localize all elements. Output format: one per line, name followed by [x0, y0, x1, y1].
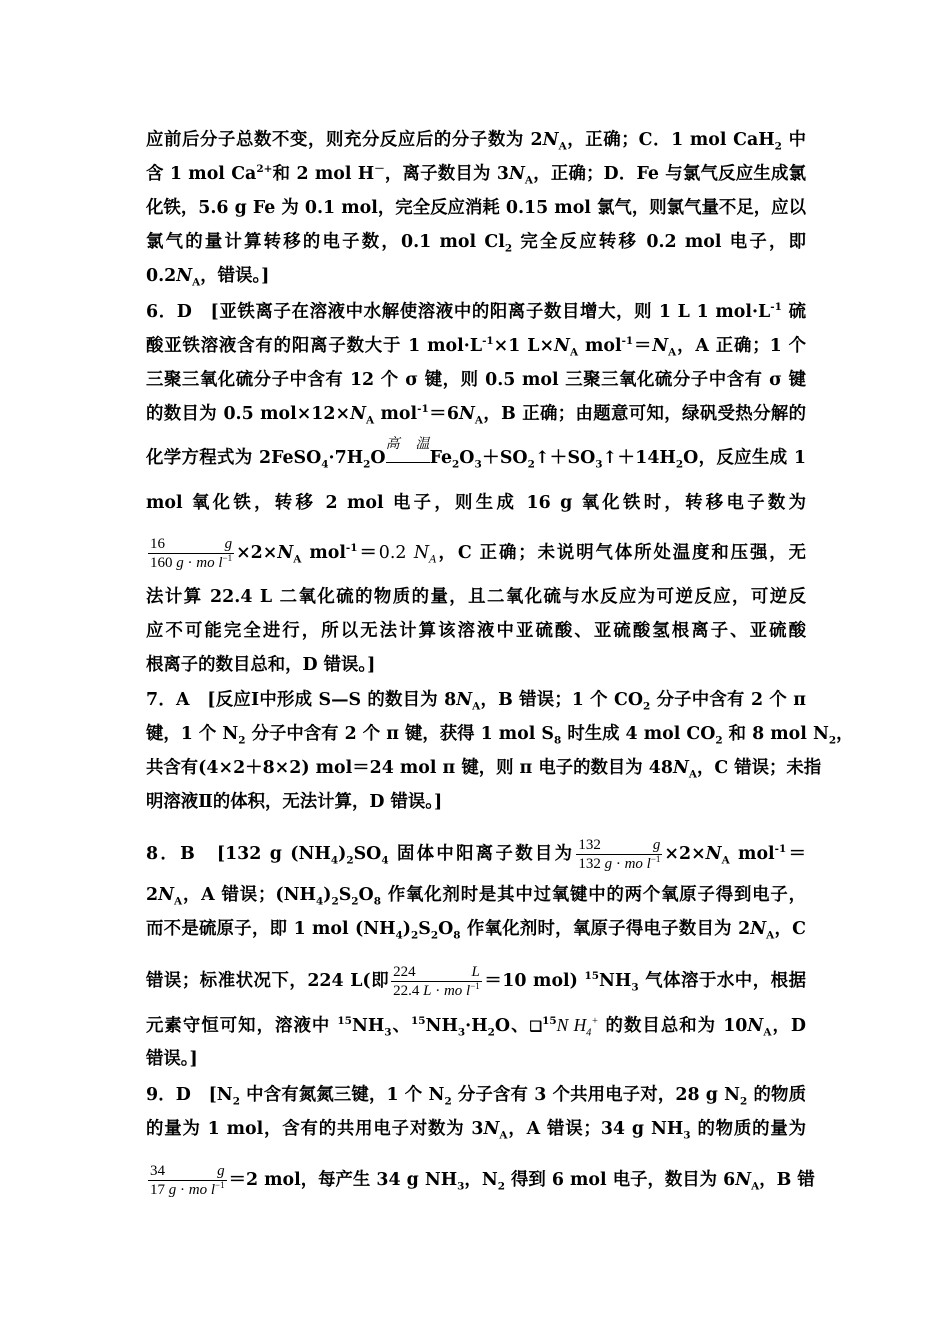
- line-content: 7．A [反应Ⅰ中形成 S—S 的数目为 $8N_A$，B 错误；1 个 $CO_2$ 分子中含有 2 个 π: [146, 690, 806, 713]
- line-content: $2N_A$，A 错误；$(NH_4)_2S_2O_8$ 作氧化剂时是其中过氧键中的两个氧原子得到电子，: [146, 885, 807, 908]
- line-content: 氯气的量计算转移的电子数，0.1 mol $Cl_2$ 完全反应转移 0.2 mol 电子，即: [146, 232, 806, 255]
- text-line-7: [146, 333, 806, 359]
- text-line-26: [146, 1082, 806, 1108]
- text-line-23: [146, 963, 806, 999]
- line-content: 法计算 22.4 L 二氧化硫的物质的量，且二氧化硫与水反应为可逆反应，可逆反: [146, 587, 806, 607]
- line-content: $0.2N_A$，错误。]: [146, 266, 270, 289]
- text-line-3: [146, 195, 806, 221]
- text-line-21: [146, 882, 806, 908]
- line-content: 根离子的数目总和，D 错误。]: [146, 655, 376, 675]
- text-line-15: [146, 652, 806, 678]
- line-content: 酸亚铁溶液含有的阳离子数大于 1 $mol\cdot L^{-1}\times 1$ $L\times N_A$ $mol^{-1}=N_A$，A 正确；1 个: [146, 335, 806, 359]
- line-content: $\frac{16 g}{160 g \cdot mo l^{-1}}$ $\times 2\times N_A$ mol$^{-1}$＝0.2 $N_A$，C 正确；未说明气体所处温度和压强，无: [150, 536, 806, 571]
- line-content: 共含有(4×2＋8×2) mol＝24 mol π 键，则 π 电子的数目为 $48N_A$，C 错误；未指: [146, 758, 822, 781]
- line-content: 错误。]: [146, 1049, 198, 1069]
- line-content: 8．B [132 g $(NH_4)_2SO_4$ 固体中阳离子数目为 $\frac{132 g}{132 g \cdot mo l^{-1}}$ $\times 2\times N_A$ mol$^{-1}$＝: [146, 837, 806, 872]
- text-line-28: [146, 1162, 815, 1198]
- text-line-11: [146, 490, 806, 516]
- text-line-25: [146, 1046, 806, 1072]
- line-content: 键，1 个 $N_2$ 分子中含有 2 个 π 键，获得 1 mol $S_8$ 时生成 4 mol $CO_2$ 和 8 mol $N_2$，: [146, 724, 854, 747]
- text-line-10: [146, 436, 806, 471]
- text-line-24: [146, 1012, 806, 1038]
- line-content: 明溶液Ⅱ的体积，无法计算，D 错误。]: [146, 792, 443, 812]
- text-line-16: [146, 687, 806, 713]
- text-line-5: [146, 263, 806, 289]
- reaction-condition: 高温: [386, 451, 430, 463]
- fraction: $\frac{34 g}{17 g \cdot mo l^{-1}}$: [150, 1163, 225, 1198]
- line-content: mol 氧化铁，转移 2 mol 电子，则生成 16 g 氧化铁时，转移电子数为: [146, 493, 806, 513]
- placeholder-box: ❑: [529, 1019, 543, 1035]
- text-line-19: [146, 789, 806, 815]
- text-line-2: [146, 161, 806, 187]
- line-content: 化学方程式为 $2FeSO_4\cdot 7H_2O$ 高温 $Fe_2O_3+SO_2↑+SO_3↑+14H_2O$，反应生成 1: [146, 436, 806, 471]
- text-line-22: [146, 916, 806, 942]
- line-content: $\frac{34 g}{17 g \cdot mo l^{-1}}$ ＝2 mol，每产生 34 g $NH_3$，$N_2$ 得到 6 mol 电子，数目为 $6N_A$，B 错: [150, 1163, 815, 1198]
- line-content: 元素守恒可知，溶液中 $^{15}NH_3$、$^{15}NH_3\cdot H_2O$、❑$^{15}$N $H_4^+$ 的数目总和为 $10N_A$，D: [146, 1015, 806, 1039]
- text-line-1: [146, 127, 806, 153]
- fraction: $\frac{132 g}{132 g \cdot mo l^{-1}}$: [578, 837, 661, 872]
- line-content: 含 1 mol $Ca^{2+}$和 2 mol H－，离子数目为 $3N_A$，正确；D．Fe 与氯气反应生成氯: [146, 163, 806, 187]
- line-content: 应不可能完全进行，所以无法计算该溶液中亚硫酸、亚硫酸氢根离子、亚硫酸: [146, 621, 806, 641]
- text-line-13: [146, 584, 806, 610]
- fraction: $\frac{16 g}{160 g \cdot mo l^{-1}}$: [150, 536, 233, 571]
- fraction: $\frac{224 L}{22.4 L \cdot mo l^{-1}}$: [393, 964, 480, 999]
- line-content: 而不是硫原子，即 1 mol $(NH_4)_2S_2O_8$ 作氧化剂时，氧原子得电子数目为 $2N_A$，C: [146, 919, 807, 942]
- line-content: 错误；标准状况下，224 L(即 $\frac{224 L}{22.4 L \cdot mo l^{-1}}$ ＝10 mol) $^{15}NH_3$ 气体溶于水中，根据: [146, 964, 806, 999]
- line-content: 的量为 1 mol，含有的共用电子对数为 $3N_A$，A 错误；34 g $NH_3$ 的物质的量为: [146, 1119, 806, 1142]
- text-line-27: [146, 1116, 806, 1142]
- text-line-8: [146, 367, 806, 393]
- line-content: 的数目为 0.5 $mol\times 12\times N_A$ $mol^{-1}=6N_A$，B 正确；由题意可知，绿矾受热分解的: [146, 403, 806, 427]
- text-line-12: [146, 535, 806, 571]
- text-line-4: [146, 229, 806, 255]
- text-line-14: [146, 618, 806, 644]
- text-line-6: [146, 299, 806, 325]
- text-line-18: [146, 755, 822, 781]
- text-line-17: [146, 721, 854, 747]
- line-content: 6．D [亚铁离子在溶液中水解使溶液中的阳离子数目增大，则 1 L 1 $mol\cdot L^{-1}$ 硫: [146, 301, 806, 322]
- text-line-20: [146, 836, 806, 872]
- line-content: 应前后分子总数不变，则充分反应后的分子数为 $2N_A$，正确；C．1 mol CaH$_2$ 中: [146, 130, 806, 153]
- line-content: 三聚三氧化硫分子中含有 12 个 σ 键，则 0.5 mol 三聚三氧化硫分子中含有 σ 键: [146, 370, 806, 390]
- line-content: 化铁，5.6 g Fe 为 0.1 mol，完全反应消耗 0.15 mol 氯气，则氯气量不足，应以: [146, 198, 806, 218]
- text-line-9: [146, 401, 806, 427]
- line-content: 9．D [$N_2$ 中含有氮氮三键，1 个 $N_2$ 分子含有 3 个共用电子对，28 g $N_2$ 的物质: [146, 1085, 806, 1108]
